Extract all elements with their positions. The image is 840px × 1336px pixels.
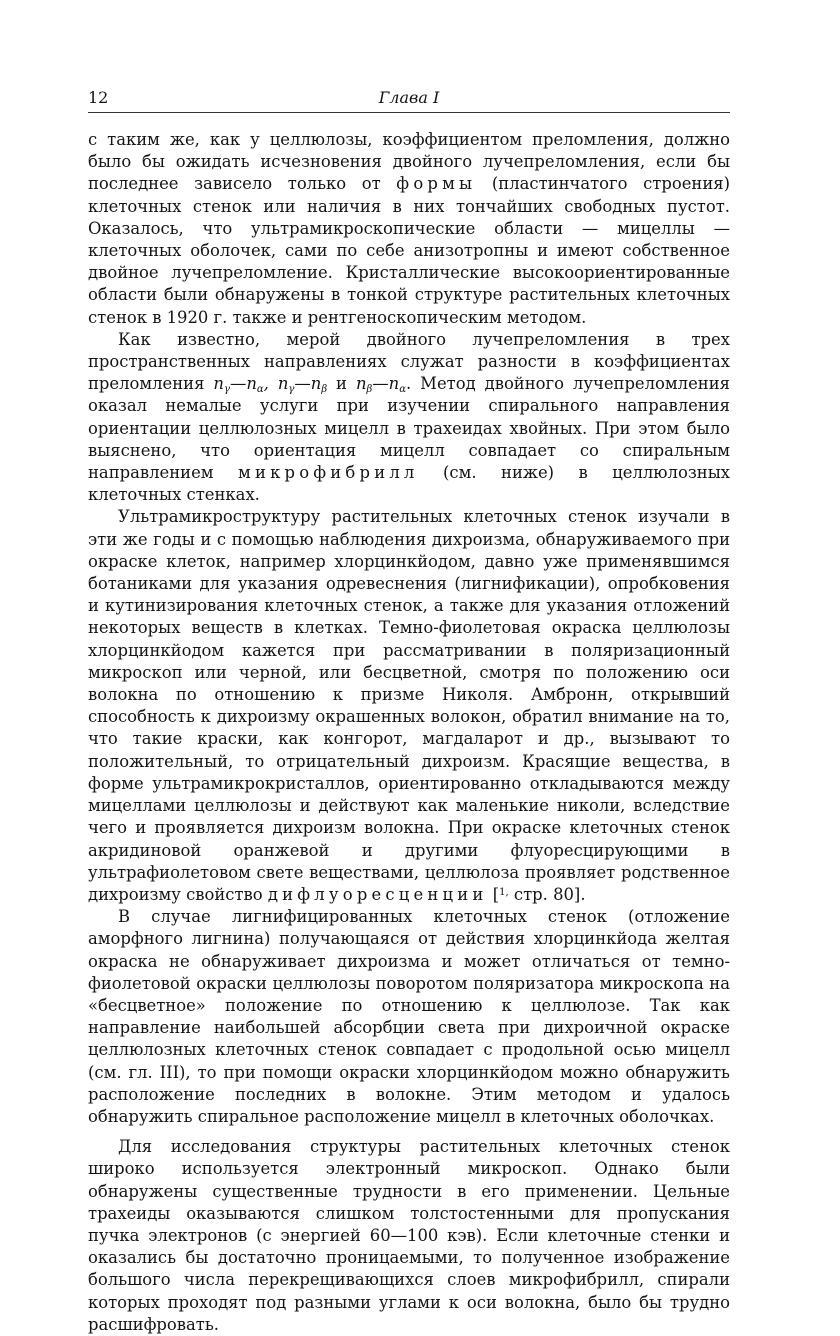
spaced-emphasis: формы xyxy=(396,174,477,194)
paragraph-4: В случае лигнифицированных клеточных стенок (отложение аморфного лигнина) получающаяся от действия хлорцинкйода желтая окраска не обнаруживает дихроизма и может отличаться от темно-фиолетовой окраски целлюлозы поворотом поляризатора микроскопа на «бесцветное» положение по отношению к целлюлозе. Так как направление наибольшей абсорбции света при дихроичной окраске целлюлозных клеточных стенок совпадает с продольной осью мицелл (см. гл. III), то при помощи окраски хлорцинкйодом можно обнаружить расположение последних в волокне. Этим методом и удалось обнаружить спиральное расположение мицелл в клеточных оболочках. xyxy=(88,907,730,1126)
paragraph-5: Для исследования структуры растительных клеточных стенок широко используется электронный микроскоп. Однако были обнаружены существенные трудности в его применении. Цельные трахеиды оказываются слишком толстостенными для пропускания пучка электронов (с энергией 60—100 кэв). Если клеточные стенки и оказались бы достаточно проницаемыми, то полученное изображение большого числа перекрещивающихся слоев микрофибрилл, спирали которых проходят под разными углами к оси волокна, было бы трудно расшифровать. xyxy=(88,1137,730,1334)
formula-refraction-difference: $n_\beta—n_\alpha$ xyxy=(355,374,406,396)
chapter-title: Глава I xyxy=(378,88,440,107)
paragraph-1: с таким же, как у целлюлозы, коэффициентом преломления, должно было бы ожидать исчезновения двойного лучепреломления, если бы последнее зависело только от формы (пластинчатого строения) клеточных стенок или наличия в них тончайших свободных пустот. Оказалось, что ультрамикроскопические области — мицеллы — клеточных оболочек, сами по себе анизотропны и имеют собственное двойное лучепреломление. Кристаллические высокоориентированные области были обнаружены в тонкой структуре растительных клеточных стенок в 1920 г. также и рентгеноскопическим методом. xyxy=(88,130,730,327)
reference-marker: 1, xyxy=(499,886,509,898)
spaced-emphasis: микрофибрилл xyxy=(238,463,419,483)
paragraph-3: Ультрамикроструктуру растительных клеточных стенок изучали в эти же годы и с помощью наблюдения дихроизма, обнаруживаемого при окраске клеток, например хлорцинкйодом, давно уже применявшимся ботаниками для указания одревеснения (лигнификации), опробковения и кутинизирования клеточных стенок, а также для указания отложений некоторых веществ в клетках. Темно-фиолетовая окраска целлюлозы хлорцинкйодом кажется при рассматривании в поляризационный микроскоп или черной, или бесцветной, смотря по положению оси волокна по отношению к призме Николя. Амбронн, открывший способность к дихроизму окрашенных волокон, обратил внимание на то, что такие краски, как конгорот, магдаларот и др., вызывают то положительный, то отрицательный дихроизм. Красящие вещества, в форме ультрамикрокристаллов, ориентированно откладываются между мицеллами целлюлозы и действуют как маленькие николи, вследствие чего и проявляется дихроизм волокна. При окраске клеточных стенок акридиновой оранжевой и другими флуоресцирующими в ультрафиолетовом свете веществами, целлюлоза проявляет родственное дихроизму свойство дифлуоресценции [$^{1,}$ стр. 80]. xyxy=(88,507,730,904)
page-body xyxy=(88,129,730,1336)
running-header xyxy=(88,86,730,113)
spaced-emphasis: дифлуоресценции xyxy=(267,884,488,904)
page-number: 12 xyxy=(88,88,109,107)
formula-refraction-differences: $n_\gamma—n_\alpha$, $n_\gamma—n_\beta$ xyxy=(213,374,328,396)
paragraph-2: Как известно, мерой двойного лучепреломления в трех пространственных направлениях служат разности в коэффициентах преломления $n_\gamma—n_\alpha$, $n_\gamma—n_\beta$ и $n_\beta—n_\alpha$. Метод двойного лучепреломления оказал немалые услуги при изучении спирального направления ориентации целлюлозных мицелл в трахеидах хвойных. При этом было выяснено, что ориентация мицелл совпадает со спиральным направлением микрофибрилл (см. ниже) в целлюлозных клеточных стенках. xyxy=(88,329,730,505)
